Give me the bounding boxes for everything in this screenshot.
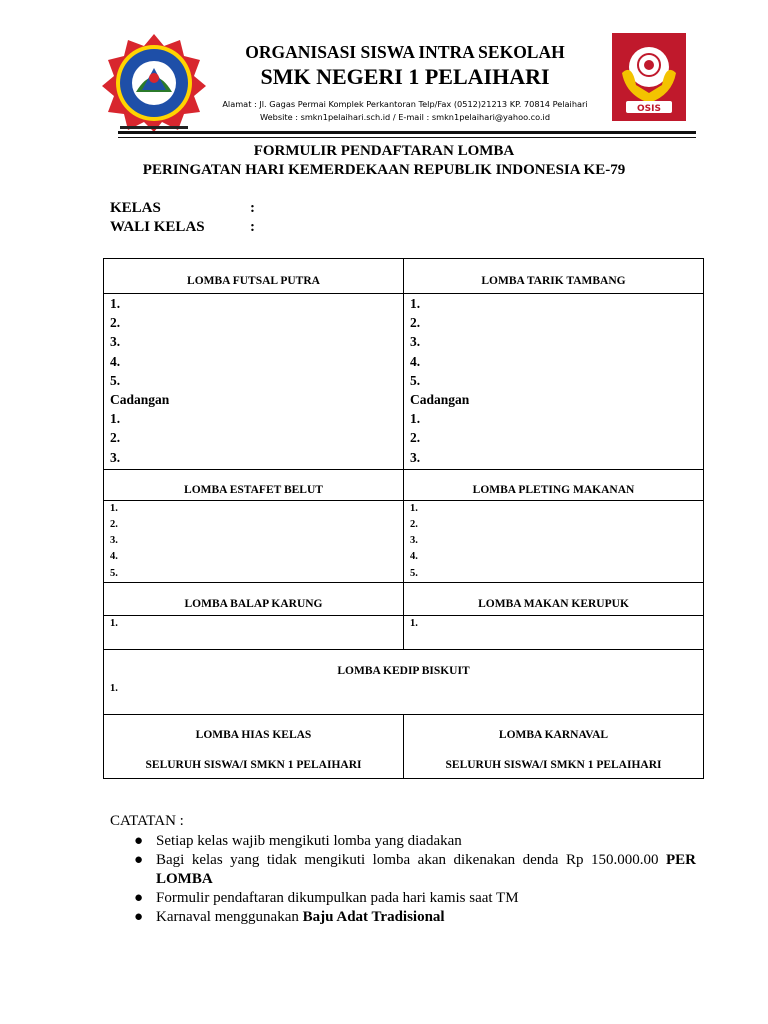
note-emphasis: PER LOMBA [156,852,696,887]
bullet-icon: ● [134,852,144,868]
list-item: 3. [110,449,121,465]
list-item: 1. [410,502,418,514]
note-text: Setiap kelas wajib mengikuti lomba yang diadakan [156,833,462,849]
form-title: FORMULIR PENDAFTARAN LOMBA [253,143,515,159]
list-item: 4. [410,551,418,563]
list-item: 2. [410,519,418,531]
form-subtitle: PERINGATAN HARI KEMERDEKAAN REPUBLIK INDONESIA KE-79 [142,162,626,178]
biscuit-wink-header: LOMBA KEDIP BISKUIT [337,664,470,677]
list-item: 4. [110,353,121,369]
biscuit-wink-cell[interactable] [104,649,704,714]
tug-of-war-header: LOMBA TARIK TAMBANG [404,259,704,294]
cracker-eating-entries[interactable] [404,615,704,649]
food-slingshot-header: LOMBA PLETING MAKANAN [404,469,704,500]
class-decoration-note: SELURUH SISWA/I SMKN 1 PELAIHARI [145,758,362,771]
school-name: SMK NEGERI 1 PELAIHARI [260,64,550,89]
list-item: 5. [110,372,121,388]
list-item: 2. [410,315,421,331]
list-item: 2. [110,430,121,446]
class-decoration-header: LOMBA HIAS KELAS [195,728,312,741]
list-item [134,908,696,927]
list-item: 1. [410,617,418,629]
note-text: Bagi kelas yang tidak mengikuti lomba akan dikenakan denda Rp 150.000.00 [156,852,659,868]
osis-logo-label: OSIS [637,104,661,114]
notes-title: CATATAN : [110,813,184,829]
carnival-header: LOMBA KARNAVAL [498,728,609,741]
list-item [134,851,696,889]
list-item: 2. [110,315,121,331]
list-item: 1. [410,411,421,427]
note-text: Karnaval menggunakan [156,909,299,925]
sack-race-header: LOMBA BALAP KARUNG [104,582,404,615]
carnival-cell [404,714,704,778]
school-address: Alamat : Jl. Gagas Permai Komplek Perkantoran Telp/Fax (0512)21213 KP. 70814 Pelaihari [222,99,588,109]
list-item: 2. [110,519,118,531]
cracker-eating-header: LOMBA MAKAN KERUPUK [404,582,704,615]
carnival-note: SELURUH SISWA/I SMKN 1 PELAIHARI [445,758,662,771]
tug-of-war-entries[interactable] [404,294,704,470]
header-divider-thin [118,137,696,138]
eel-relay-entries[interactable] [104,500,404,582]
list-item: 1. [110,296,121,311]
list-item: 4. [410,353,421,369]
list-item: 3. [410,334,421,350]
reserve-label: Cadangan [110,392,170,408]
osis-logo-icon [612,33,686,121]
list-item: 1. [110,682,118,694]
list-item: 4. [110,551,118,563]
list-item [134,832,696,851]
list-item [134,889,696,908]
class-decoration-cell [104,714,404,778]
notes-list [134,832,696,927]
list-item: 1. [110,411,121,427]
eel-relay-header: LOMBA ESTAFET BELUT [104,469,404,500]
sack-race-entries[interactable] [104,615,404,649]
list-item: 1. [110,502,118,514]
homeroom-teacher-field[interactable] [110,219,255,236]
note-text: Formulir pendaftaran dikumpulkan pada hari kamis saat TM [156,890,519,906]
note-emphasis: Baju Adat Tradisional [302,909,445,925]
list-item: 3. [410,535,418,547]
futsal-entries[interactable] [104,294,404,470]
header-divider-thick [118,131,696,134]
list-item: 3. [410,449,421,465]
list-item: 2. [410,430,421,446]
homeroom-teacher-label: WALI KELAS [110,219,205,235]
food-slingshot-entries[interactable] [404,500,704,582]
list-item: 1. [410,296,421,311]
bullet-icon: ● [134,890,144,906]
school-contact: Website : smkn1pelaihari.sch.id / E-mail : smkn1pelaihari@yahoo.co.id [259,112,551,122]
class-label: KELAS [110,200,161,216]
list-item: 5. [410,372,421,388]
bullet-icon: ● [134,833,144,849]
competition-table [103,258,704,779]
list-item: 3. [110,535,118,547]
futsal-header: LOMBA FUTSAL PUTRA [104,259,404,294]
list-item: 5. [110,567,118,579]
reserve-label: Cadangan [410,392,470,408]
class-field[interactable] [110,200,255,217]
list-item: 5. [410,567,418,579]
list-item: 1. [110,617,118,629]
bullet-icon: ● [134,909,144,925]
list-item: 3. [110,334,121,350]
organization-name: ORGANISASI SISWA INTRA SEKOLAH [245,42,565,62]
homeroom-teacher-colon: : [250,219,255,235]
class-colon: : [250,200,255,216]
